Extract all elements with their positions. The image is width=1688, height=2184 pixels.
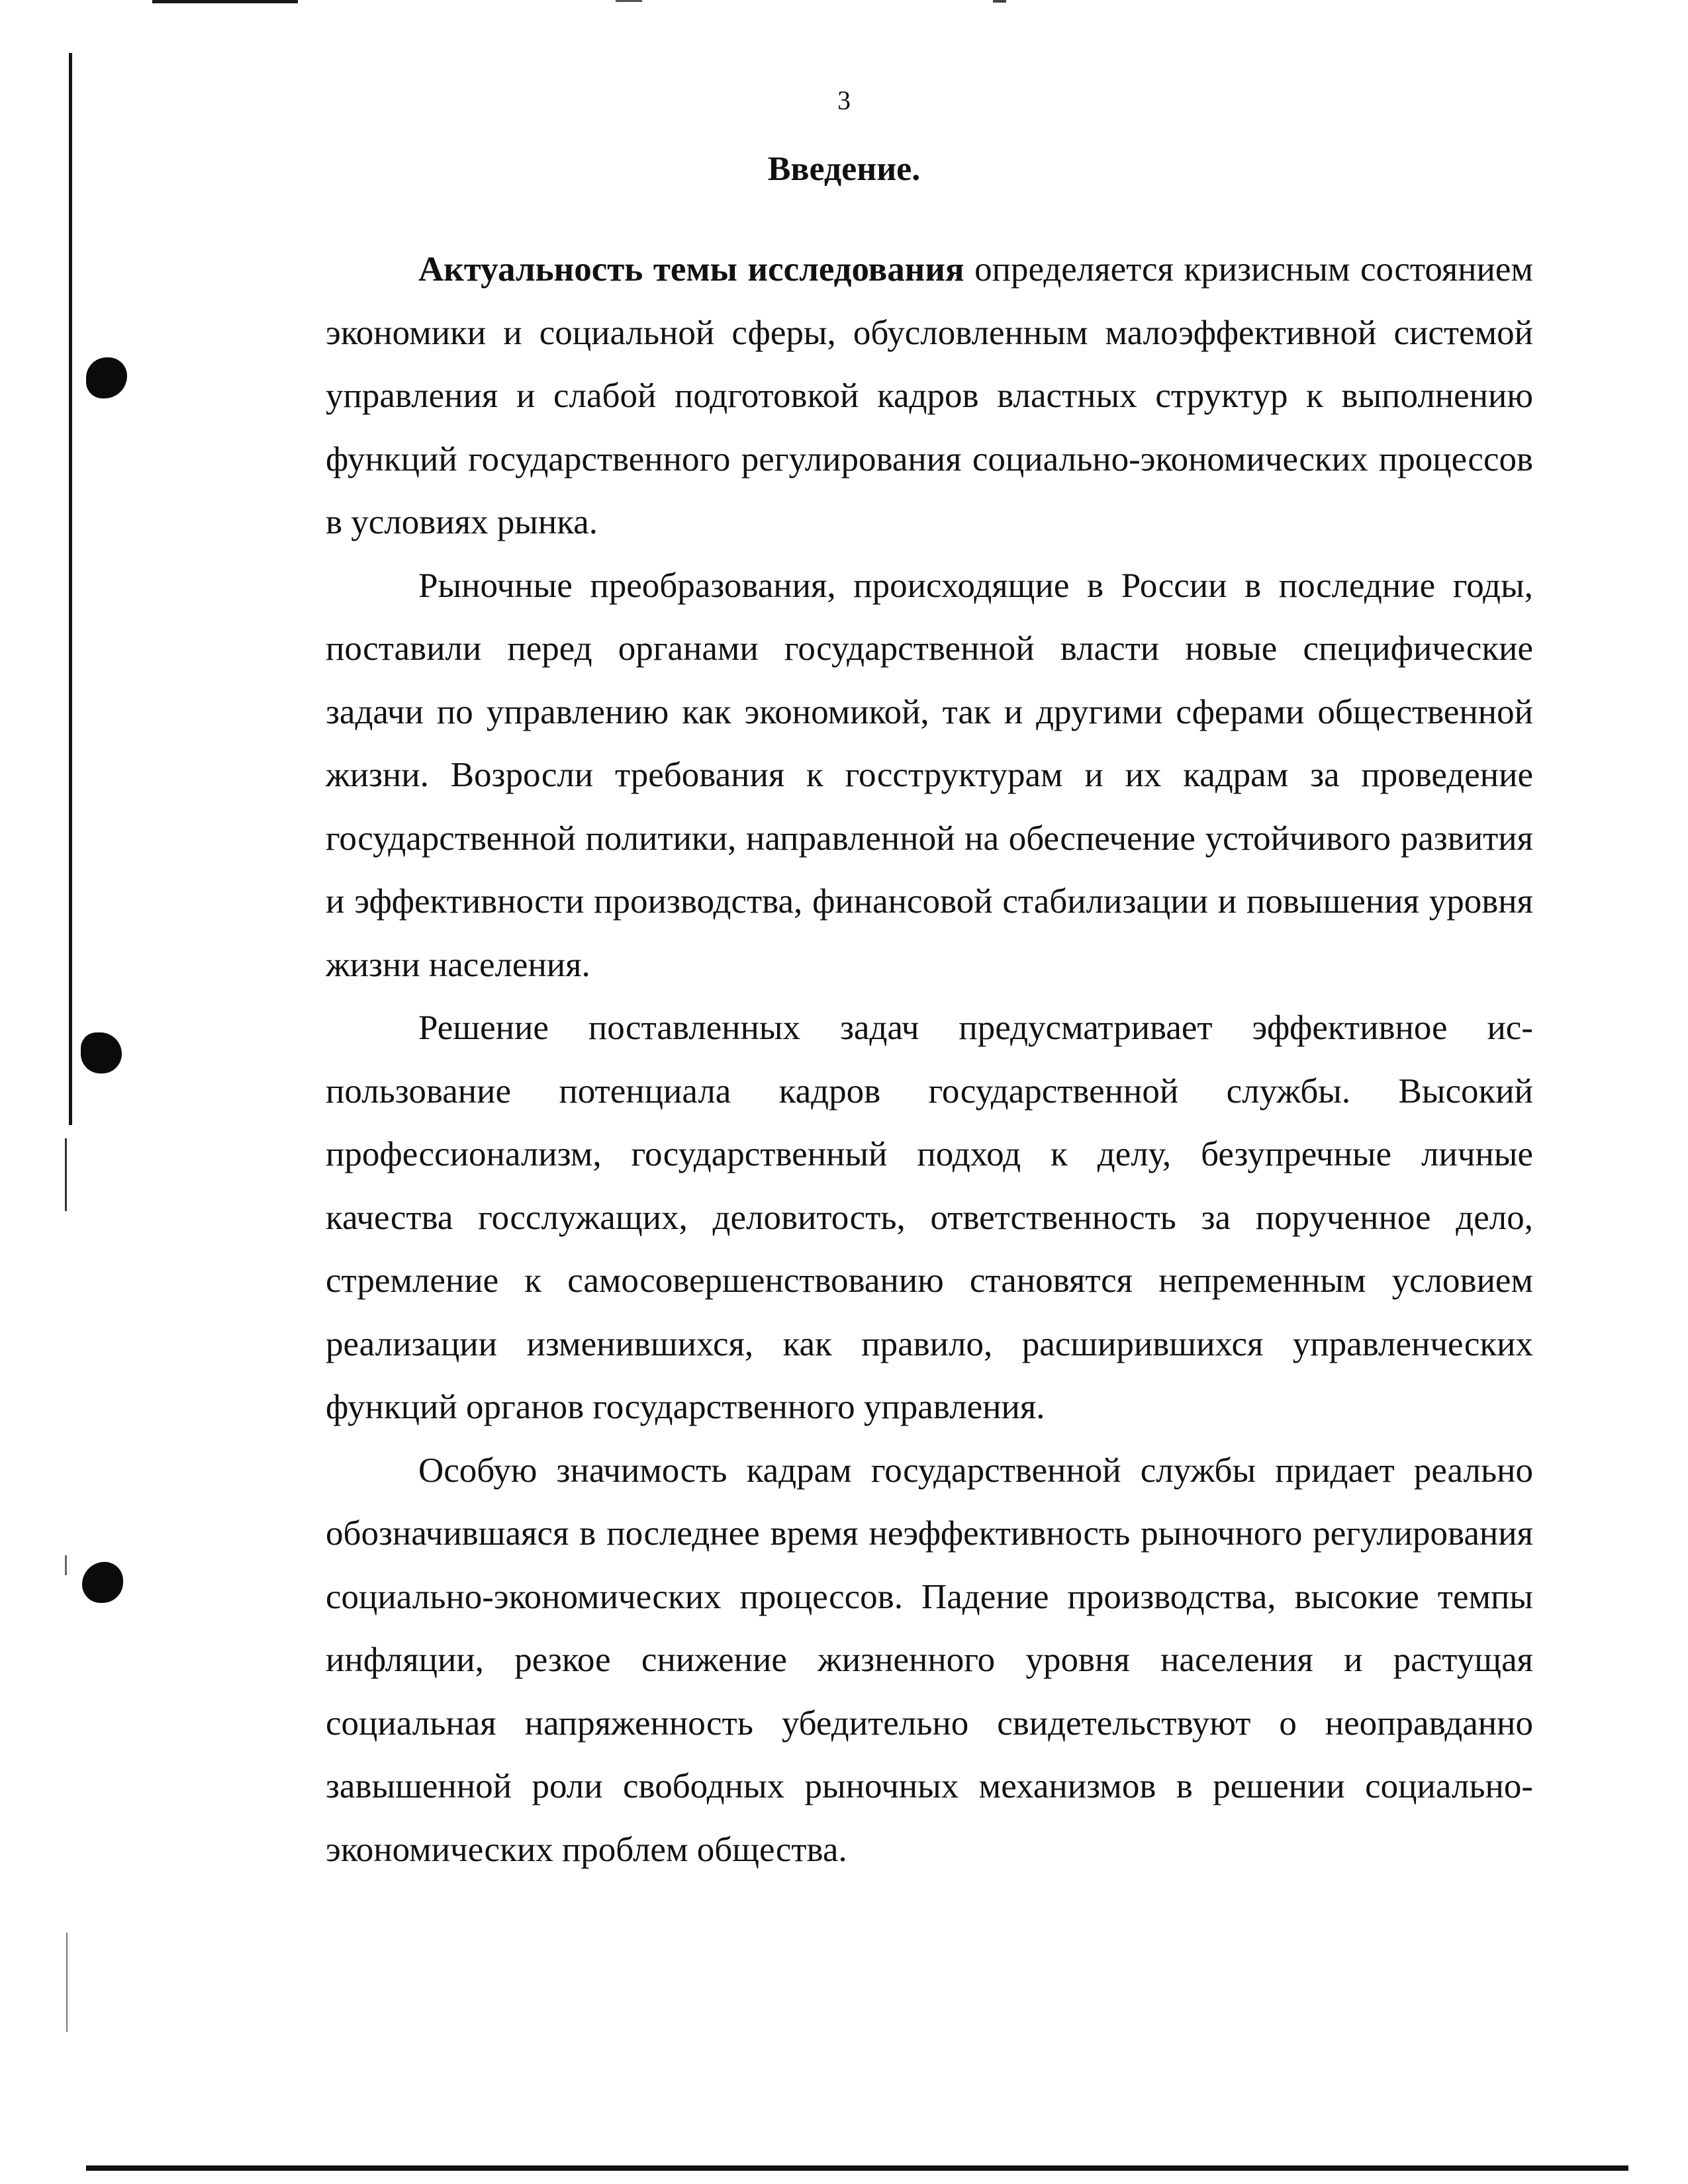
punch-hole-icon bbox=[81, 1032, 122, 1073]
paragraph-text: Особую значимость кадрам государственной службы придает реально обозначившаяся в последнее время неэффективность рыночного регулирования социально-экономических процессов. Падение производства, высокие темпы инфляции, резкое снижение жизненного уровня населения и растущая социальная напряженность убедительно свидетельствуют о неоправданно завышенной роли свободных рыночных механизмов в решении социально-экономических проблем общества. bbox=[326, 1451, 1533, 1869]
scan-artifact-top bbox=[616, 0, 642, 2]
scan-artifact-left-tick bbox=[65, 1555, 67, 1575]
paragraph-text: определяется кризисным состоянием экономики и социальной сферы, обусловленным малоэффективной системой управления и слабой подготовкой кадров властных структур к выполнению функций государственного регулирования социально-экономических процессов в условиях рынка. bbox=[326, 250, 1533, 541]
page-title: Введение. bbox=[767, 150, 921, 188]
paragraph bbox=[326, 238, 1533, 555]
paragraph bbox=[326, 555, 1533, 997]
body-text bbox=[326, 238, 1533, 1882]
scan-artifact-top bbox=[152, 0, 298, 3]
scan-artifact-left-edge bbox=[69, 53, 72, 1125]
paragraph-lead-term: Актуальность темы исследования bbox=[418, 250, 964, 289]
page-number: 3 bbox=[837, 85, 851, 115]
scan-artifact-left-tick bbox=[65, 1138, 67, 1211]
scan-artifact-top bbox=[993, 0, 1006, 3]
paragraph bbox=[326, 1439, 1533, 1882]
scan-artifact-left-edge bbox=[66, 1933, 68, 2032]
paragraph-text: Рыночные преобразования, происходящие в России в последние годы, поставили перед органами государственной власти новые специфические задачи по управлению как экономикой, так и другими сферами общественной жизни. Возросли требования к госструктурам и их кадрам за проведение государственной политики, направленной на обеспечение устойчивого развития и эффективности производства, финансовой стабилизации и повышения уровня жизни населения. bbox=[326, 566, 1533, 984]
scan-artifact-bottom bbox=[86, 2165, 1628, 2171]
punch-hole-icon bbox=[86, 357, 127, 398]
punch-hole-icon bbox=[82, 1562, 123, 1603]
paragraph-text: Решение поставленных задач предусматривает эффективное использование потенциала кадров государственной службы. Высокий профессионализм, государственный подход к делу, безупречные личные качества госслужащих, деловитость, ответственность за порученное дело, стремление к самосовершенствованию становятся непременным условием реализации изменившихся, как правило, расширившихся управленческих функций органов государственного управления. bbox=[326, 1009, 1533, 1426]
paragraph bbox=[326, 997, 1533, 1439]
